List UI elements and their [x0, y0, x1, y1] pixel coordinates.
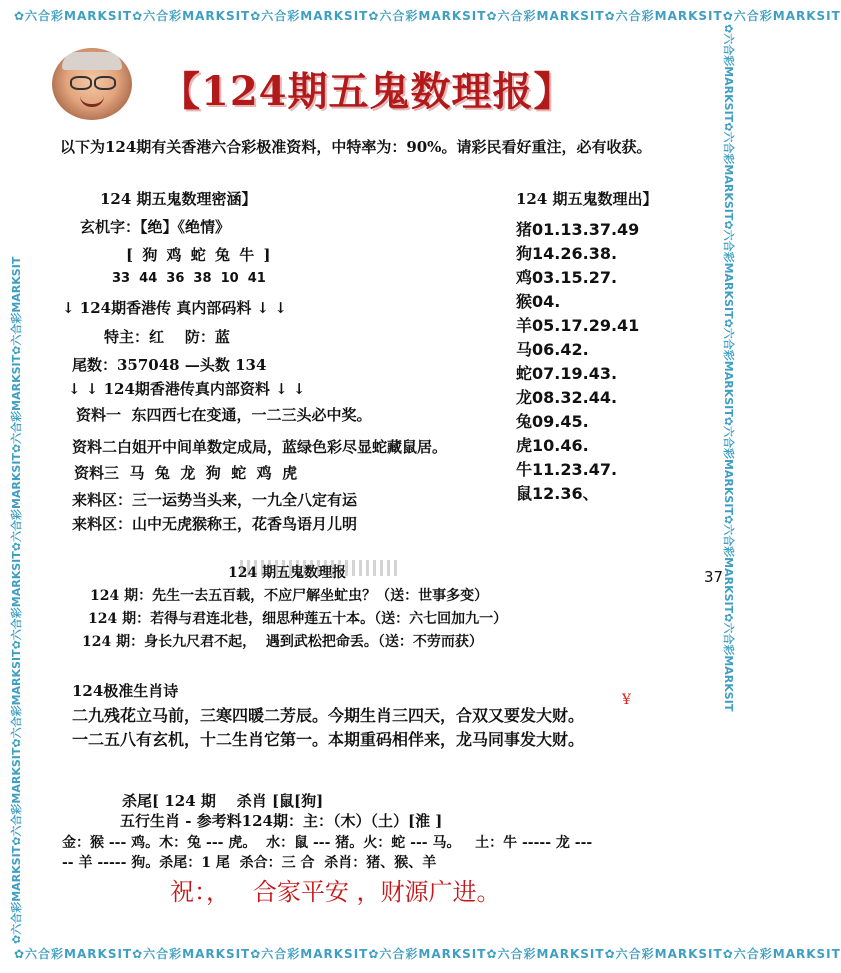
- ziliao-three: 资料三 马 兔 龙 狗 蛇 鸡 虎: [74, 464, 298, 482]
- left-border-pattern: [8, 24, 26, 944]
- portrait-photo: [52, 48, 132, 120]
- zodiac-row-rat: 鼠12.36、: [516, 484, 599, 503]
- shawei-line: 杀尾[ 124 期 杀肖 [鼠[狗]: [122, 792, 324, 810]
- left-border-text: ✿六合彩MARKSIT✿六合彩MARKSIT✿六合彩MARKSIT✿六合彩MARKSIT✿六合彩MARKSIT✿六合彩MARKSIT✿六合彩MARKSIT: [10, 256, 23, 944]
- tail-numbers: 尾数：357048 —头数 134: [72, 356, 267, 374]
- middle-heading: 124 期五鬼数理报: [228, 565, 347, 581]
- poem-line-one: 二九残花立马前，三寒四暖二芳辰。今期生肖三四天，合双又要发大财。: [72, 706, 585, 725]
- ziliao-two: 资料二白姐开中间单数定成局，蓝绿色彩尽显蛇藏鼠居。: [72, 438, 448, 456]
- zodiac-row-snake: 蛇07.19.43.: [516, 364, 618, 383]
- zodiac-row-dog: 狗14.26.38.: [516, 244, 618, 263]
- laiyuan-one: 来料区：三一运势当头来，一九全八定有运: [72, 491, 358, 509]
- zodiac-row-tiger: 虎10.46.: [516, 436, 589, 455]
- hk-fax-heading-2: ↓ ↓ 124期香港传真内部资料 ↓ ↓: [68, 380, 306, 398]
- hk-fax-heading: ↓ 124期香港传 真内部码料 ↓ ↓: [62, 299, 287, 317]
- right-border-pattern: [719, 24, 737, 944]
- zodiac-row-rooster: 鸡03.15.27.: [516, 268, 618, 287]
- poem-line-two: 一二五八有玄机，十二生肖它第一。本期重码相伴来，龙马同事发大财。: [72, 730, 585, 749]
- zodiac-row-dragon: 龙08.32.44.: [516, 388, 618, 407]
- riddle-line-two: 124 期：若得与君连北巷，细思种莲五十本。（送：六七回加九一）: [88, 611, 508, 627]
- page-title: 【124期五鬼数理报】: [160, 68, 575, 115]
- zodiac-row-monkey: 猴04.: [516, 292, 561, 311]
- number-list: 33 44 36 38 10 41: [112, 271, 266, 286]
- zodiac-row-horse: 马06.42.: [516, 340, 589, 359]
- zodiac-row-goat: 羊05.17.29.41: [516, 316, 640, 335]
- intro-text: 以下为124期有关香港六合彩极准资料，中特率为：90%。请彩民看好重注，必有收获。: [60, 138, 652, 156]
- red-handwritten-mark: ¥: [622, 692, 631, 708]
- wuxing-line: 五行生肖 - 参考料124期：主：（木）（土）[淮 ]: [120, 812, 443, 830]
- riddle-line-one: 124 期：先生一去五百载，不应尸解坐虻虫？（送：世事多变）: [90, 588, 489, 604]
- xuanji-word: 玄机字：【绝】《绝情》: [80, 218, 231, 236]
- laiyuan-two: 来料区：山中无虎猴称王，花香鸟语月儿明: [72, 515, 358, 533]
- left-heading: 124 期五鬼数理密涵】: [100, 190, 257, 208]
- zodiac-row-rabbit: 兔09.45.: [516, 412, 589, 431]
- zodiac-row-pig: 猪01.13.37.49: [516, 220, 640, 239]
- element-line-one: 金：猴 --- 鸡。木：兔 --- 虎。 水：鼠 --- 猪。火：蛇 --- 马。 土：牛 ----- 龙 ---: [62, 835, 593, 851]
- top-border-pattern: ✿六合彩MARKSIT✿六合彩MARKSIT✿六合彩MARKSIT✿六合彩MARKSIT✿六合彩MARKSIT✿六合彩MARKSIT✿六合彩MARKSIT: [14, 9, 841, 23]
- riddle-line-three: 124 期：身长九尺君不起， 遇到武松把命丢。（送：不劳而获）: [82, 634, 483, 650]
- portrait-smile: [80, 96, 104, 107]
- portrait-glasses-left: [70, 76, 92, 90]
- zodiac-row-ox: 牛11.23.47.: [516, 460, 618, 479]
- ziliao-one: 资料一 东四西七在变通，一二三头必中奖。: [76, 406, 372, 424]
- animal-list: [ 狗 鸡 蛇 兔 牛 ]: [126, 246, 273, 264]
- portrait-hair: [62, 52, 122, 70]
- poem-heading: 124极准生肖诗: [72, 682, 179, 700]
- right-border-text: ✿六合彩MARKSIT✿六合彩MARKSIT✿六合彩MARKSIT✿六合彩MARKSIT✿六合彩MARKSIT✿六合彩MARKSIT✿六合彩MARKSIT: [722, 24, 735, 712]
- portrait-glasses-right: [94, 76, 116, 90]
- bottom-border-pattern: ✿六合彩MARKSIT✿六合彩MARKSIT✿六合彩MARKSIT✿六合彩MARKSIT✿六合彩MARKSIT✿六合彩MARKSIT✿六合彩MARKSIT: [14, 947, 841, 961]
- right-heading: 124 期五鬼数理出】: [516, 190, 658, 208]
- element-line-two: -- 羊 ----- 狗。杀尾：1 尾 杀合：三 合 杀肖：猪、猴、羊: [62, 855, 437, 871]
- blessing-text: 祝：， 合家平安 ，财源广进。: [170, 878, 501, 906]
- special-color: 特主：红 防：蓝: [104, 328, 230, 346]
- page-number: 37: [704, 568, 724, 586]
